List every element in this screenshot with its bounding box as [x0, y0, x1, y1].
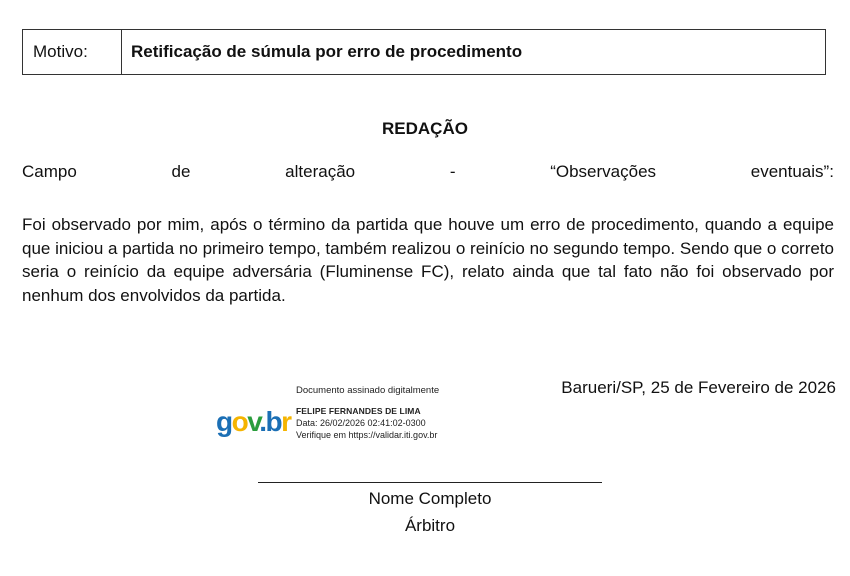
motivo-table	[22, 29, 826, 75]
section-title: REDAÇÃO	[382, 119, 468, 138]
motivo-label: Motivo:	[23, 30, 122, 74]
digital-signature-stamp	[216, 385, 439, 441]
signature-verify-url: Verifique em https://validar.iti.gov.br	[296, 430, 438, 440]
campo-word: -	[449, 162, 456, 181]
motivo-value: Retificação de súmula por erro de procedimento	[131, 42, 523, 61]
signature-info	[296, 385, 439, 441]
campo-line	[22, 162, 834, 182]
place-date: Barueri/SP, 25 de Fevereiro de 2026	[561, 378, 836, 397]
campo-word: eventuais”:	[750, 162, 834, 181]
govbr-logo-icon	[216, 401, 292, 441]
signer-role: Árbitro	[404, 516, 456, 535]
campo-word: alteração	[285, 162, 356, 181]
signer-name: FELIPE FERNANDES DE LIMA	[296, 406, 421, 416]
signer-placeholder-name: Nome Completo	[368, 489, 492, 508]
signature-date: Data: 26/02/2026 02:41:02-0300	[296, 418, 426, 428]
campo-word: de	[171, 162, 191, 181]
body-paragraph: Foi observado por mim, após o término da partida que houve um erro de procedimento, quando a equipe que iniciou a partida no primeiro tempo, também realizou o reinício no segundo tempo. Sendo que o correto seria o reinício da equipe adversária (Fluminense FC), relato ainda que tal fato não foi observado por nenhum dos envolvidos da partida.	[22, 215, 834, 305]
campo-word: Campo	[22, 162, 77, 181]
signature-line	[258, 482, 602, 483]
signature-heading: Documento assinado digitalmente	[296, 385, 440, 396]
svg-text:gov.br: gov.br	[216, 406, 291, 437]
campo-word: “Observações	[550, 162, 657, 181]
